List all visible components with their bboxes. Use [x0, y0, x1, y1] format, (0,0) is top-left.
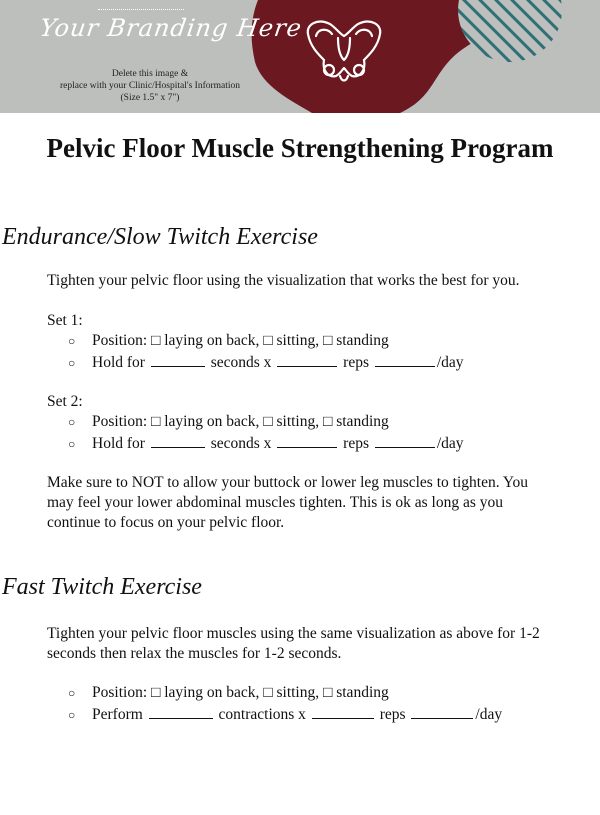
banner-note-line: (Size 1.5" x 7")	[120, 93, 180, 103]
hold-label: Hold for	[92, 435, 145, 452]
per-day-label: /day	[436, 354, 464, 371]
bullet-circle-icon: ○	[68, 415, 76, 429]
per-day-blank[interactable]	[375, 352, 435, 367]
note-line: Make sure to NOT to allow your buttock or lower leg muscles to tighten. You	[47, 474, 529, 491]
seconds-blank[interactable]	[151, 433, 205, 448]
pelvis-icon	[298, 14, 390, 94]
fast-twitch-intro	[47, 624, 540, 664]
intro-line: Tighten your pelvic floor muscles using the same visualization as above for 1-2	[47, 625, 540, 642]
bullet-circle-icon: ○	[68, 437, 76, 451]
endurance-heading: Endurance/Slow Twitch Exercise	[2, 224, 318, 250]
seconds-label: seconds x	[210, 435, 272, 452]
banner-instructions	[40, 68, 260, 104]
set-2-position-text: Position: □ laying on back, □ sitting, □ standing	[92, 413, 389, 430]
set-1-position-text: Position: □ laying on back, □ sitting, □ standing	[92, 332, 389, 349]
reps-blank[interactable]	[312, 704, 374, 719]
banner-note-line: Delete this image &	[111, 69, 189, 79]
per-day-blank[interactable]	[375, 433, 435, 448]
reps-blank[interactable]	[277, 352, 337, 367]
per-day-label: /day	[475, 706, 503, 723]
intro-line: seconds then relax the muscles for 1-2 seconds.	[47, 645, 342, 662]
note-line: continue to focus on your pelvic floor.	[47, 514, 285, 531]
reps-label: reps	[343, 435, 369, 452]
endurance-note	[47, 473, 528, 533]
fast-twitch-heading: Fast Twitch Exercise	[2, 574, 202, 600]
bullet-circle-icon: ○	[68, 356, 76, 370]
set-1-label: Set 1:	[47, 312, 83, 329]
brand-placeholder-text: Your Branding Here	[38, 14, 304, 42]
fast-position	[68, 684, 389, 702]
bullet-circle-icon: ○	[68, 334, 76, 348]
set-1-hold	[68, 352, 464, 372]
banner-note-line: replace with your Clinic/Hospital's Information	[59, 81, 241, 91]
reps-blank[interactable]	[277, 433, 337, 448]
note-line: may feel your lower abdominal muscles tighten. This is ok as long as you	[47, 494, 504, 511]
brand-dotted-line	[98, 9, 184, 10]
page-title: Pelvic Floor Muscle Strengthening Program	[46, 133, 554, 163]
fast-perform	[68, 704, 502, 724]
seconds-blank[interactable]	[151, 352, 205, 367]
fast-position-text: Position: □ laying on back, □ sitting, □ standing	[92, 684, 389, 701]
set-2-label: Set 2:	[47, 393, 83, 410]
reps-label: reps	[379, 706, 406, 723]
branding-banner	[0, 0, 600, 113]
contractions-label: contractions x	[218, 706, 306, 723]
set-1-position	[68, 332, 389, 350]
hold-label: Hold for	[92, 354, 145, 371]
endurance-intro: Tighten your pelvic floor using the visualization that works the best for you.	[47, 272, 520, 289]
bullet-circle-icon: ○	[68, 686, 76, 700]
set-2-hold	[68, 433, 464, 453]
reps-label: reps	[343, 354, 369, 371]
bullet-circle-icon: ○	[68, 708, 76, 722]
contractions-blank[interactable]	[149, 704, 213, 719]
per-day-blank[interactable]	[411, 704, 473, 719]
set-2-position	[68, 413, 389, 431]
perform-label: Perform	[92, 706, 143, 723]
seconds-label: seconds x	[210, 354, 272, 371]
per-day-label: /day	[436, 435, 464, 452]
